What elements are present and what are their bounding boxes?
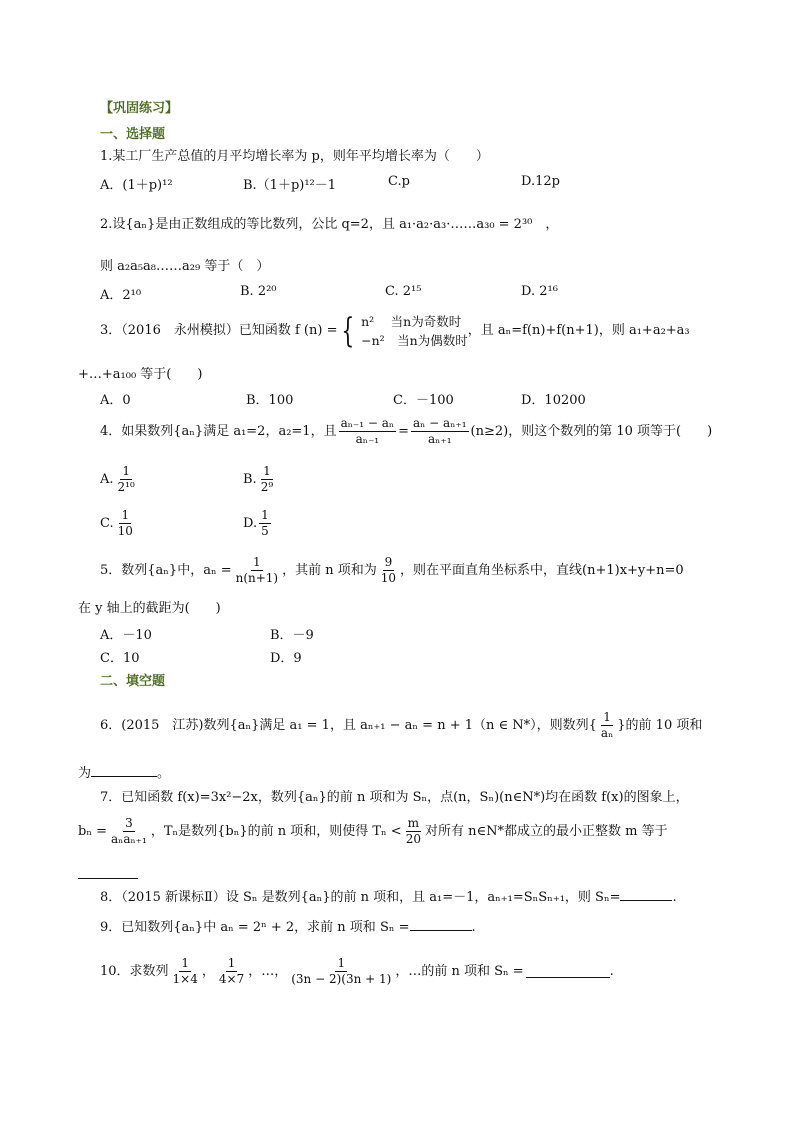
q9-end: .	[471, 920, 476, 935]
question-1-stem: 1.某工厂生产总值的月平均增长率为 p，则年平均增长率为（ ）	[100, 149, 489, 164]
q4-option-c	[100, 508, 137, 539]
answer-blank[interactable]	[91, 764, 157, 777]
q5-mid: ，其前 n 项和为	[282, 562, 377, 578]
q10-suffix: ，…的前 n 项和 Sₙ =	[395, 963, 524, 979]
fraction-numerator: 1	[181, 956, 190, 970]
fraction-numerator: 1	[337, 956, 346, 970]
q3-suffix: ，且 aₙ=f(n)+f(n+1)，则 a₁+a₂+a₃	[467, 323, 690, 338]
q4-fraction-right	[411, 416, 469, 447]
fraction-denominator: aₙ₋₁	[355, 432, 380, 446]
q4-prefix: 4．如果数列{aₙ}满足 a₁=2，a₂=1，且	[100, 423, 337, 439]
q5-option-d: D．9	[270, 651, 302, 666]
option-label: A.	[100, 472, 114, 487]
q7-mid: ，Tₙ是数列{bₙ}的前 n 项和，则使得 Tₙ <	[150, 823, 402, 839]
answer-blank[interactable]	[410, 918, 472, 931]
fraction-denominator: aₙaₙ₊₁	[110, 832, 147, 846]
question-4-stem	[100, 416, 712, 447]
answer-blank[interactable]	[620, 888, 672, 901]
q10-fraction-1	[171, 956, 200, 987]
option-label: B.	[243, 472, 257, 487]
fraction-numerator: aₙ − aₙ₊₁	[413, 416, 467, 430]
fraction-denominator: 10	[117, 524, 133, 538]
q5-prefix: 5．数列{aₙ}中，aₙ =	[100, 562, 232, 578]
fraction-denominator: aₙ	[600, 726, 614, 740]
question-3-stem-2: +…+a₁₀₀ 等于( )	[78, 367, 203, 382]
q2-option-a: A．2¹⁰	[100, 288, 142, 303]
q5-option-a: A．－10	[100, 628, 152, 643]
equals-sign: =	[398, 423, 410, 439]
part-title-fill: 二、填空题	[100, 674, 166, 689]
fraction-numerator: 1	[227, 956, 236, 970]
question-2-stem: 2.设{aₙ}是由正数组成的等比数列，公比 q=2，且 a₁·a₂·a₃·……a₃₀ = 2³⁰ ，	[100, 217, 559, 232]
fraction-denominator: 10	[380, 571, 397, 585]
option-label: C.	[100, 516, 114, 531]
q7-b-prefix: bₙ =	[78, 823, 107, 839]
answer-blank[interactable]	[526, 965, 610, 978]
piecewise-cases	[361, 312, 468, 350]
option-label: D.	[243, 516, 258, 531]
q4-suffix: (n≥2)，则这个数列的第 10 项等于( )	[470, 423, 713, 439]
case-even: −n² 当n为偶数时	[361, 333, 468, 348]
question-5-stem	[100, 555, 684, 586]
q10-fraction-general	[289, 956, 393, 987]
q7-b-fraction	[109, 816, 149, 847]
q4-option-a	[100, 464, 139, 495]
question-9-stem	[100, 918, 476, 937]
option-fraction	[116, 464, 137, 495]
q1-option-c: C.p	[388, 174, 410, 189]
q1-option-b: B.（1＋p)¹²－1	[243, 178, 337, 193]
q5-suffix: ，则在平面直角坐标系中，直线(n+1)x+y+n=0	[400, 562, 684, 578]
q5-term-fraction	[234, 555, 281, 586]
q9-text: 9．已知数列{aₙ}中 aₙ = 2ⁿ + 2，求前 n 项和 Sₙ =	[100, 920, 410, 935]
question-5-stem-2: 在 y 轴上的截距为( )	[78, 601, 221, 616]
q8-text: 8．（2015 新课标Ⅱ）设 Sₙ 是数列{aₙ}的前 n 项和，且 a₁=－1，aₙ₊₁=SₙSₙ₊₁，则 Sₙ=	[100, 890, 621, 905]
option-fraction	[116, 508, 135, 539]
fraction-numerator: 1	[121, 508, 130, 522]
fraction-denominator: n(n+1)	[235, 571, 279, 585]
q3-option-c: C．－100	[393, 393, 454, 408]
piecewise-function	[337, 312, 467, 350]
q10-end: .	[609, 963, 614, 979]
q3-prefix: 3．（2016 永州模拟）已知函数 f (n) =	[100, 323, 338, 338]
q5-sum-fraction	[379, 555, 398, 586]
option-fraction	[259, 464, 275, 495]
fraction-denominator: 2⁹	[260, 480, 274, 494]
fraction-denominator: 5	[261, 524, 269, 538]
q8-end: .	[672, 890, 677, 905]
separator: ，	[201, 963, 215, 979]
q1-option-d: D.12p	[521, 174, 560, 189]
section-title: 【巩固练习】	[100, 101, 179, 116]
question-7-stem-2	[78, 816, 668, 847]
q7-m-fraction	[404, 816, 423, 847]
part-title-choice: 一、选择题	[100, 127, 166, 142]
question-6-stem	[100, 710, 702, 741]
q2-option-c: C. 2¹⁵	[385, 284, 422, 299]
q5-option-c: C．10	[100, 651, 140, 666]
q4-fraction-left	[339, 416, 397, 447]
q4-option-d	[243, 508, 273, 539]
q5-option-b: B．－9	[270, 628, 314, 643]
fraction-numerator: 1	[261, 508, 269, 522]
fraction-numerator: 1	[122, 464, 130, 478]
option-fraction	[259, 508, 271, 539]
question-7-answer-line	[78, 866, 138, 885]
fraction-denominator: 1×4	[172, 972, 198, 986]
q3-option-a: A．0	[100, 393, 131, 408]
fraction-denominator: 2¹⁰	[117, 480, 135, 494]
case-odd: n² 当n为奇数时	[361, 314, 462, 329]
question-2-stem-2: 则 a₂a₅a₈……a₂₉ 等于（ ）	[100, 259, 270, 274]
brace-icon: {	[341, 311, 355, 351]
q6-suffix: }的前 10 项和	[617, 717, 703, 733]
q3-option-b: B．100	[246, 393, 294, 408]
fraction-numerator: 1	[253, 555, 261, 569]
fraction-numerator: 9	[384, 555, 393, 569]
q6-answer-prefix: 为	[78, 766, 92, 781]
question-7-stem: 7．已知函数 f(x)=3x²−2x，数列{aₙ}的前 n 项和为 Sₙ，点(n，Sₙ)(n∈N*)均在函数 f(x)的图象上，	[100, 790, 689, 805]
fraction-denominator: 4×7	[218, 972, 245, 986]
separator: ，…，	[248, 963, 288, 979]
q2-option-b: B. 2²⁰	[240, 284, 277, 299]
q2-option-d: D. 2¹⁶	[521, 284, 558, 299]
fraction-numerator: m	[407, 816, 420, 830]
q4-option-b	[243, 464, 277, 495]
q6-end: 。	[157, 766, 171, 781]
question-8-stem	[100, 888, 677, 907]
fraction-numerator: aₙ₋₁ − aₙ	[340, 416, 395, 430]
q6-prefix: 6．(2015 江苏)数列{aₙ}满足 a₁ = 1，且 aₙ₊₁ − aₙ = n + 1（n ∈ N*），则数列{	[100, 717, 597, 733]
fraction-numerator: 1	[263, 464, 271, 478]
q3-option-d: D．10200	[521, 393, 586, 408]
q1-option-a: A．(1＋p)¹²	[100, 178, 173, 193]
q6-fraction	[599, 710, 615, 741]
fraction-numerator: 3	[125, 816, 133, 830]
fraction-denominator: 20	[405, 832, 421, 846]
q10-prefix: 10．求数列	[100, 963, 169, 979]
answer-blank[interactable]	[78, 866, 138, 879]
fraction-denominator: aₙ₊₁	[428, 432, 452, 446]
question-6-stem-2	[78, 764, 170, 783]
question-3-stem	[100, 312, 690, 350]
q10-fraction-2	[217, 956, 246, 987]
question-10-stem	[100, 956, 614, 987]
fraction-numerator: 1	[603, 710, 611, 724]
q7-suffix: 对所有 n∈N*都成立的最小正整数 m 等于	[424, 823, 668, 839]
fraction-denominator: (3n − 2)(3n + 1)	[291, 972, 392, 986]
